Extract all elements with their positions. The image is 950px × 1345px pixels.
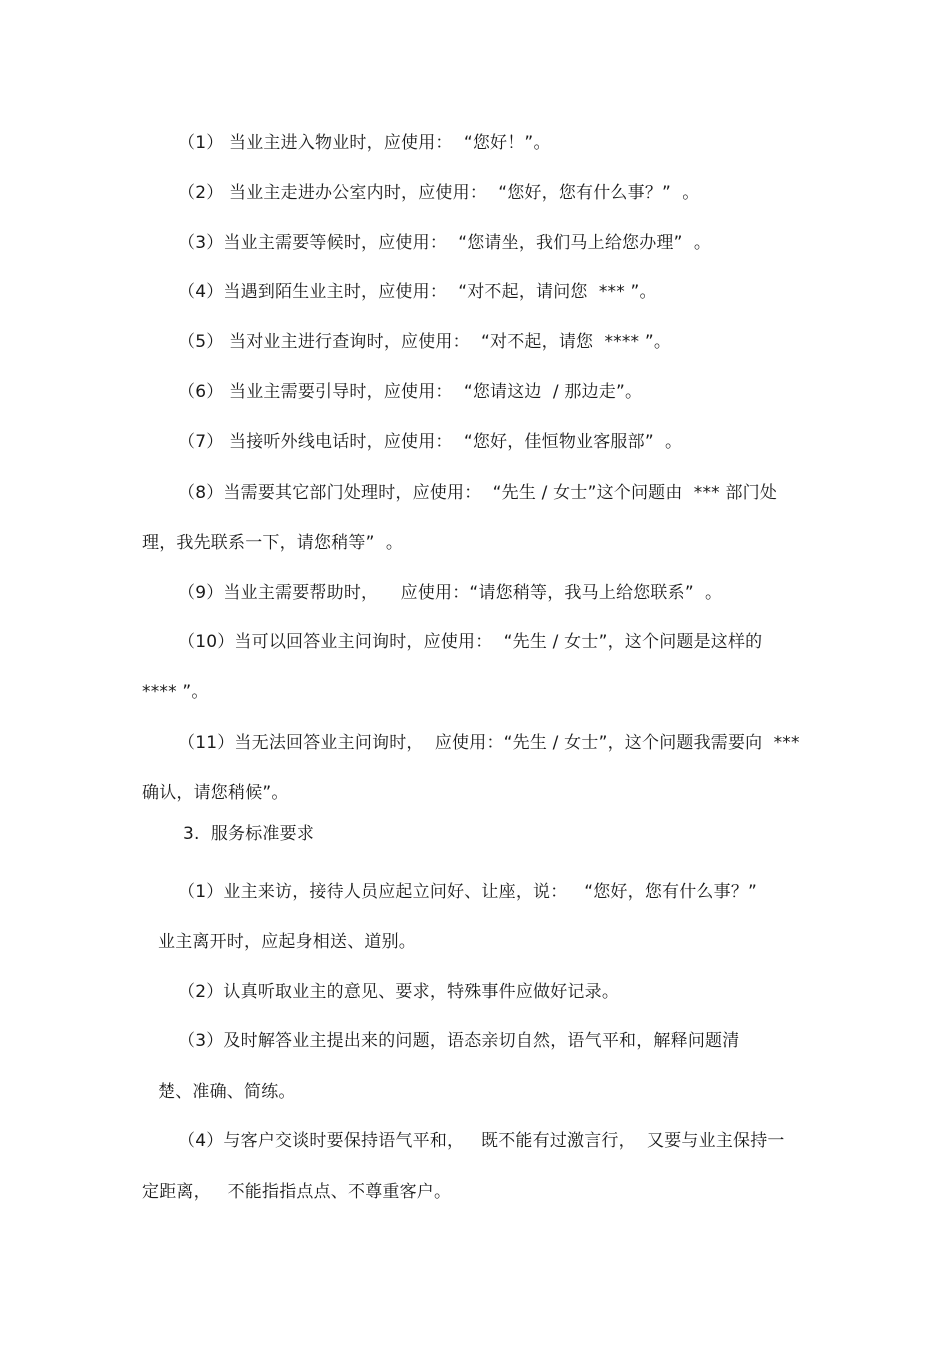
text-line: **** ”。 — [142, 682, 209, 702]
text-line: （7） 当接听外线电话时，应使用： “您好，佳恒物业客服部” 。 — [178, 432, 683, 452]
text-line: （5） 当对业主进行查询时，应使用： “对不起，请您 **** ”。 — [178, 332, 672, 352]
text-line: （3）及时解答业主提出来的问题，语态亲切自然，语气平和，解释问题清 — [178, 1031, 740, 1051]
text-line: （11）当无法回答业主问询时， 应使用：“先生 / 女士”，这个问题我需要向 *** — [178, 733, 800, 753]
text-line: 理，我先联系一下，请您稍等” 。 — [142, 533, 404, 553]
text-line: （2） 当业主走进办公室内时，应使用： “您好，您有什么事？” 。 — [178, 183, 700, 203]
text-line: （10）当可以回答业主问询时，应使用： “先生 / 女士”，这个问题是这样的 — [178, 632, 763, 652]
text-line: （4）当遇到陌生业主时，应使用： “对不起，请问您 *** ”。 — [178, 282, 657, 302]
text-line: （2）认真听取业主的意见、要求，特殊事件应做好记录。 — [178, 982, 620, 1002]
text-line: 确认，请您稍候”。 — [142, 783, 289, 803]
text-line: （1） 当业主进入物业时，应使用： “您好！”。 — [178, 133, 551, 153]
text-line: 业主离开时，应起身相送、道别。 — [158, 932, 416, 952]
text-line: （3）当业主需要等候时，应使用： “您请坐，我们马上给您办理” 。 — [178, 233, 712, 253]
text-line: （4）与客户交谈时要保持语气平和， 既不能有过激言行， 又要与业主保持一 — [178, 1131, 785, 1151]
text-line: （1）业主来访，接待人员应起立问好、让座，说： “您好，您有什么事？” — [178, 882, 758, 902]
text-line: 楚、准确、简练。 — [158, 1082, 296, 1102]
text-line: 定距离， 不能指指点点、不尊重客户。 — [142, 1182, 452, 1202]
section-heading: 3. 服务标准要求 — [183, 824, 315, 844]
text-line: （6） 当业主需要引导时，应使用： “您请这边 / 那边走”。 — [178, 382, 643, 402]
text-line: （9）当业主需要帮助时， 应使用：“请您稍等，我马上给您联系” 。 — [178, 583, 723, 603]
text-line: （8）当需要其它部门处理时，应使用： “先生 / 女士”这个问题由 *** 部门处 — [178, 483, 778, 503]
